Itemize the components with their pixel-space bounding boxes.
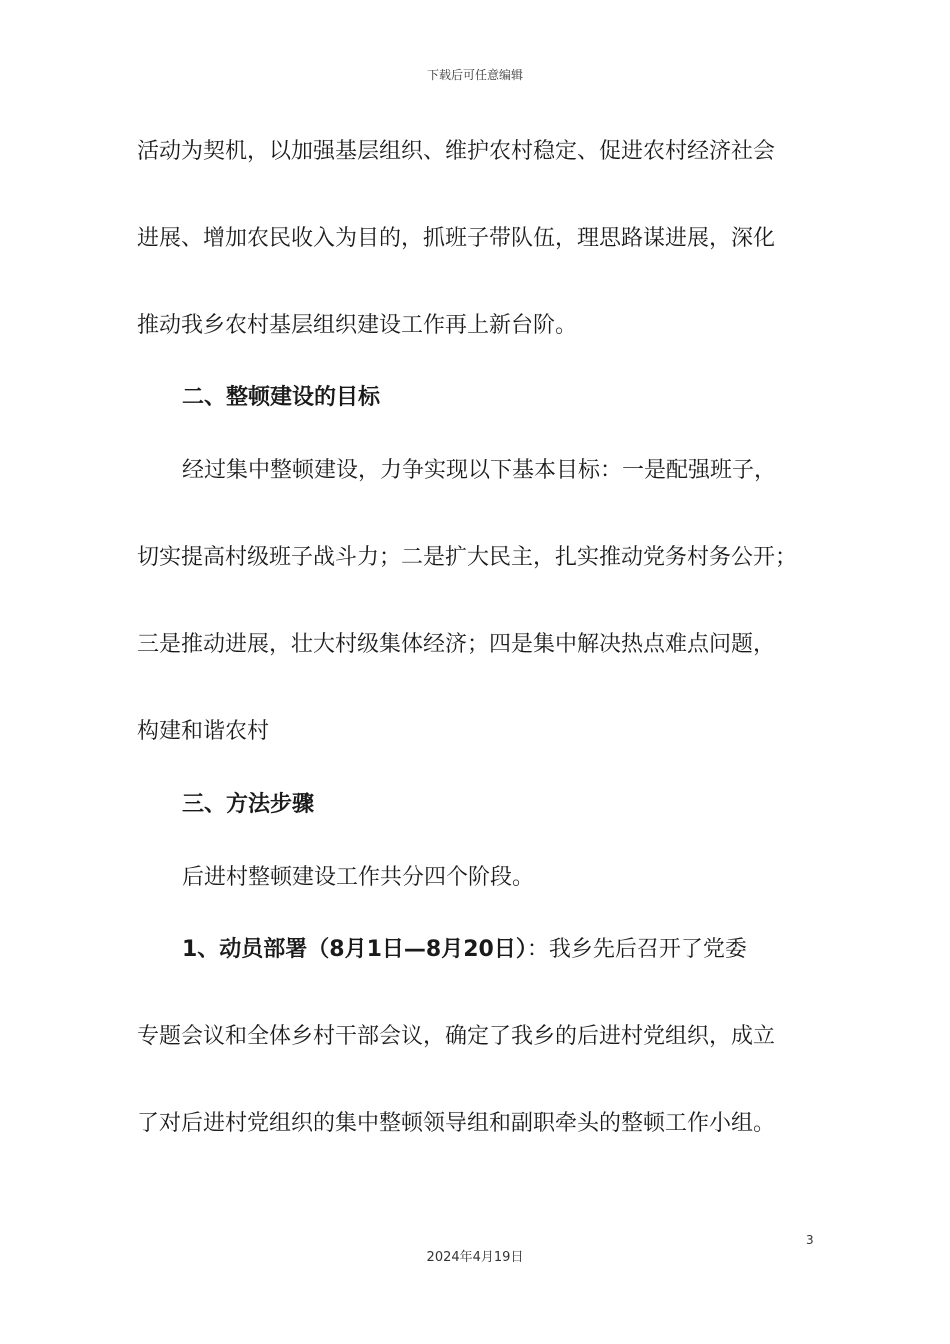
body-line: 构建和谐农村 — [137, 719, 270, 744]
step1-text: ：我乡先后召开了党委 — [526, 937, 747, 962]
page-number: 3 — [806, 1233, 814, 1247]
body-line: 经过集中整顿建设，力争实现以下基本目标：一是配强班子， — [182, 458, 777, 483]
body-line: 推动我乡农村基层组织建设工作再上新台阶。 — [137, 313, 578, 338]
body-line: 进展、增加农民收入为目的，抓班子带队伍，理思路谋进展，深化 — [137, 226, 776, 251]
body-line: 切实提高村级班子战斗力；二是扩大民主，扎实推动党务村务公开； — [137, 545, 798, 570]
footer-date: 2024年4月19日 — [426, 1250, 524, 1265]
step1-label: 1、动员部署（8月1日—8月20日） — [182, 937, 527, 962]
body-line: 了对后进村党组织的集中整顿领导组和副职牵头的整顿工作小组。 — [137, 1111, 776, 1136]
body-line: 专题会议和全体乡村干部会议，确定了我乡的后进村党组织，成立 — [137, 1024, 776, 1049]
section-heading-goals: 二、整顿建设的目标 — [182, 385, 381, 410]
section-heading-steps: 三、方法步骤 — [182, 792, 315, 817]
body-line: 活动为契机，以加强基层组织、维护农村稳定、促进农村经济社会 — [137, 139, 776, 164]
page-header-note: 下载后可任意编辑 — [426, 68, 523, 82]
body-line: 三是推动进展，壮大村级集体经济；四是集中解决热点难点问题， — [137, 632, 776, 657]
body-line: 后进村整顿建设工作共分四个阶段。 — [182, 865, 535, 890]
step1-line — [182, 935, 747, 965]
